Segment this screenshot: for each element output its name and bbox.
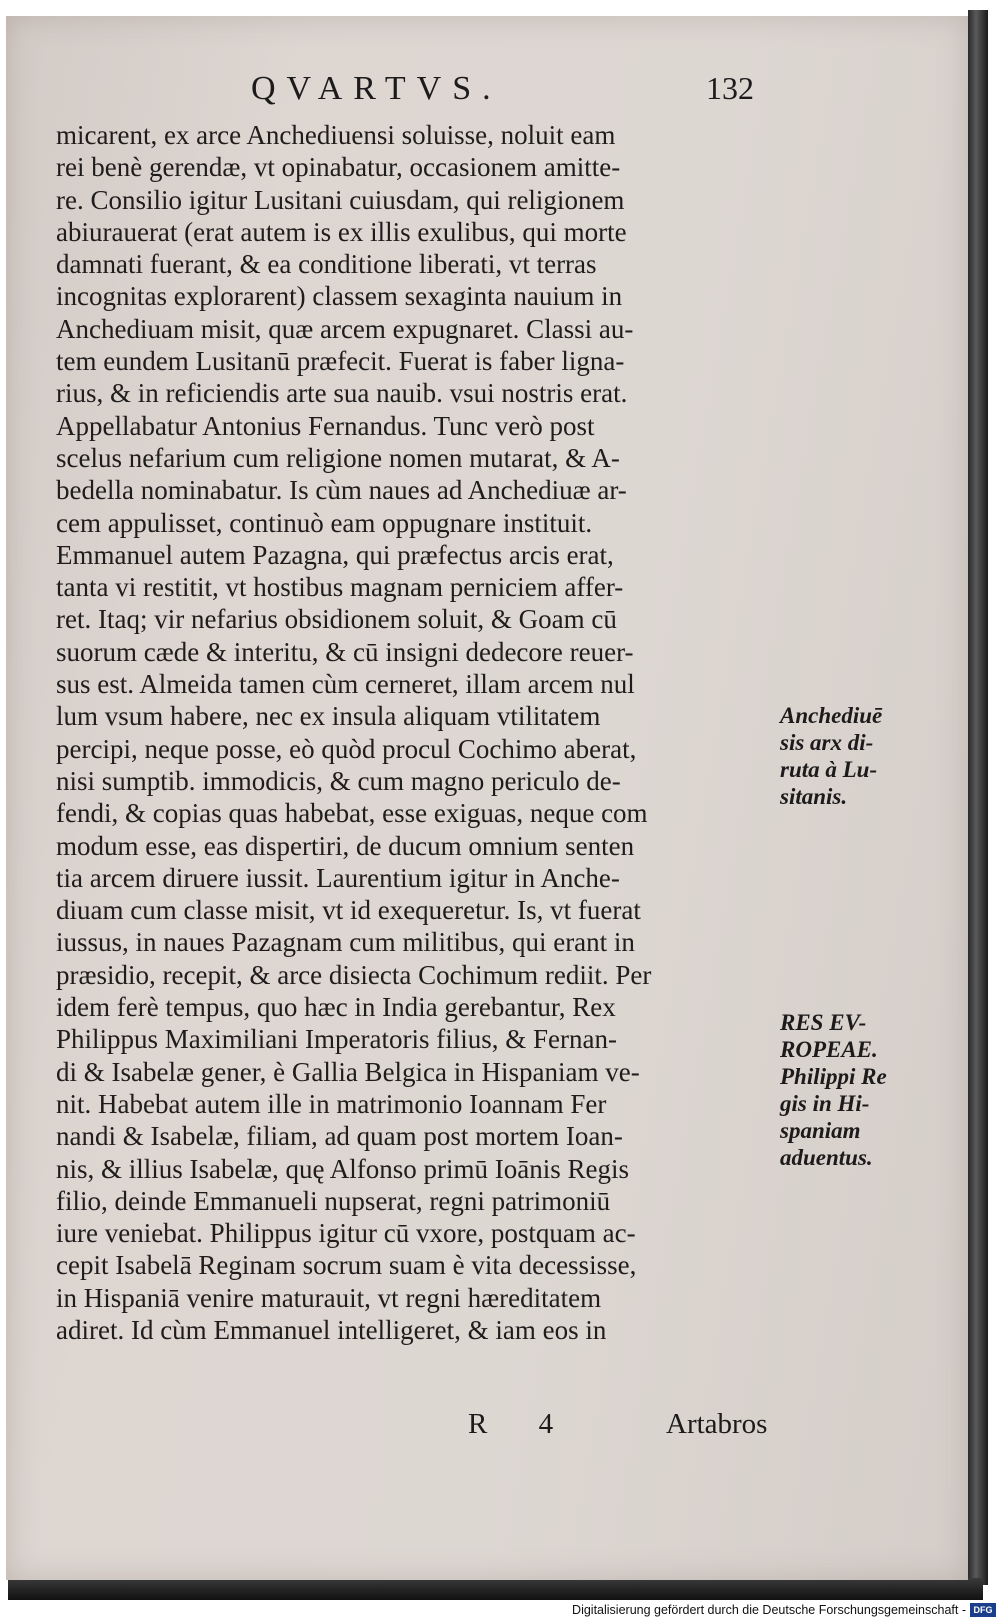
marginal-line: sis arx di- xyxy=(780,730,874,755)
running-head: QVARTVS. xyxy=(251,70,502,107)
text-line: lum vsum habere, nec ex insula aliquam vtilitatem xyxy=(56,701,601,732)
text-line: nandi & Isabelæ, filiam, ad quam post mortem Ioan- xyxy=(56,1121,623,1152)
text-line: abiurauerat (erat autem is ex illis exulibus, qui morte xyxy=(56,216,627,247)
marginal-line: Anchediuē xyxy=(780,703,883,728)
text-line: iure veniebat. Philippus igitur cū vxore, postquam ac- xyxy=(56,1218,636,1249)
text-line: scelus nefarium cum religione nomen mutarat, & A- xyxy=(56,442,620,473)
text-line: sus est. Almeida tamen cùm cerneret, illam arcem nul xyxy=(56,669,635,700)
text-line: rei benè gerendæ, vt opinabatur, occasionem amitte- xyxy=(56,152,621,183)
credit-text: Digitalisierung gefördert durch die Deutsche Forschungsgemeinschaft - xyxy=(572,1603,966,1617)
signature-mark: R 4 xyxy=(468,1408,576,1440)
marginal-note-anchediua xyxy=(780,702,955,810)
text-line: incognitas explorarent) classem sexaginta nauium in xyxy=(56,281,623,312)
text-line: suorum cæde & interitu, & cū insigni dedecore reuer- xyxy=(56,636,634,667)
text-line: nisi sumptib. immodicis, & cum magno periculo de- xyxy=(56,765,621,796)
text-line: damnati fuerant, & ea conditione liberati, vt terras xyxy=(56,249,597,280)
main-text-block xyxy=(56,119,766,1346)
text-line: percipi, neque posse, eò quòd procul Cochimo aberat, xyxy=(56,733,637,764)
text-line: ret. Itaq; vir nefarius obsidionem soluit, & Goam cū xyxy=(56,604,617,635)
text-line: tanta vi restitit, vt hostibus magnam perniciem affer- xyxy=(56,572,624,603)
catchword: Artabros xyxy=(666,1408,768,1440)
text-line: adiret. Id cùm Emmanuel intelligeret, & iam eos in xyxy=(56,1314,607,1345)
text-line: nis, & illius Isabelæ, quę Alfonso primū Ioānis Regis xyxy=(56,1153,629,1184)
page-footer xyxy=(6,1408,968,1448)
marginal-line: aduentus. xyxy=(780,1145,873,1170)
text-line: cem appulisset, continuò eam oppugnare instituit. xyxy=(56,507,593,538)
text-line: modum esse, eas dispertiri, de ducum omnium senten xyxy=(56,830,635,861)
book-edge-right xyxy=(968,10,988,1585)
text-line: Philippus Maximiliani Imperatoris filius, & Fernan- xyxy=(56,1024,617,1055)
text-line: Emmanuel autem Pazagna, qui præfectus arcis erat, xyxy=(56,539,614,570)
text-line: filio, deinde Emmanueli nupserat, regni patrimoniū xyxy=(56,1185,611,1216)
marginal-line: RES EV- xyxy=(780,1010,867,1035)
page-header xyxy=(6,64,968,114)
text-line: tia arcem diruere iussit. Laurentium igitur in Anche- xyxy=(56,862,620,893)
text-line: Appellabatur Antonius Fernandus. Tunc verò post xyxy=(56,410,595,441)
marginal-line: sitanis. xyxy=(780,784,848,809)
marginal-line: spaniam xyxy=(780,1118,861,1143)
text-line: Anchediuam misit, quæ arcem expugnaret. Classi au- xyxy=(56,313,634,344)
text-line: bedella nominabatur. Is cùm naues ad Anchediuæ ar- xyxy=(56,475,627,506)
digitization-credit-bar xyxy=(0,1600,1000,1621)
text-line: in Hispaniā venire maturauit, vt regni hæreditatem xyxy=(56,1282,602,1313)
text-line: di & Isabelæ gener, è Gallia Belgica in Hispaniam ve- xyxy=(56,1056,640,1087)
marginal-line: ruta à Lu- xyxy=(780,757,878,782)
book-edge-bottom xyxy=(8,1578,983,1600)
book-page xyxy=(6,16,968,1580)
text-line: re. Consilio igitur Lusitani cuiusdam, qui religionem xyxy=(56,184,625,215)
text-line: fendi, & copias quas habebat, esse exiguas, neque com xyxy=(56,798,648,829)
text-line: rius, & in reficiendis arte sua nauib. vsui nostris erat. xyxy=(56,378,628,409)
text-line: tem eundem Lusitanū præfecit. Fuerat is faber ligna- xyxy=(56,346,625,377)
text-line: idem ferè tempus, quo hæc in India gerebantur, Rex xyxy=(56,992,616,1023)
marginal-line: ROPEAE. xyxy=(780,1037,878,1062)
text-line: iussus, in naues Pazagnam cum militibus, qui erant in xyxy=(56,927,635,958)
text-line: nit. Habebat autem ille in matrimonio Ioannam Fer xyxy=(56,1088,607,1119)
text-line: micarent, ex arce Anchediuensi soluisse, noluit eam xyxy=(56,120,616,150)
marginal-line: Philippi Re xyxy=(780,1064,887,1089)
text-line: diuam cum classe misit, vt id exequeretur. Is, vt fuerat xyxy=(56,895,641,926)
marginal-line: gis in Hi- xyxy=(780,1091,870,1116)
text-line: præsidio, recepit, & arce disiecta Cochimum rediit. Per xyxy=(56,959,652,990)
page-number: 132 xyxy=(706,70,754,106)
dfg-logo: DFG xyxy=(970,1603,996,1617)
text-line: cepit Isabelā Reginam socrum suam è vita decessisse, xyxy=(56,1250,637,1281)
marginal-note-res-europeae xyxy=(780,1009,955,1171)
